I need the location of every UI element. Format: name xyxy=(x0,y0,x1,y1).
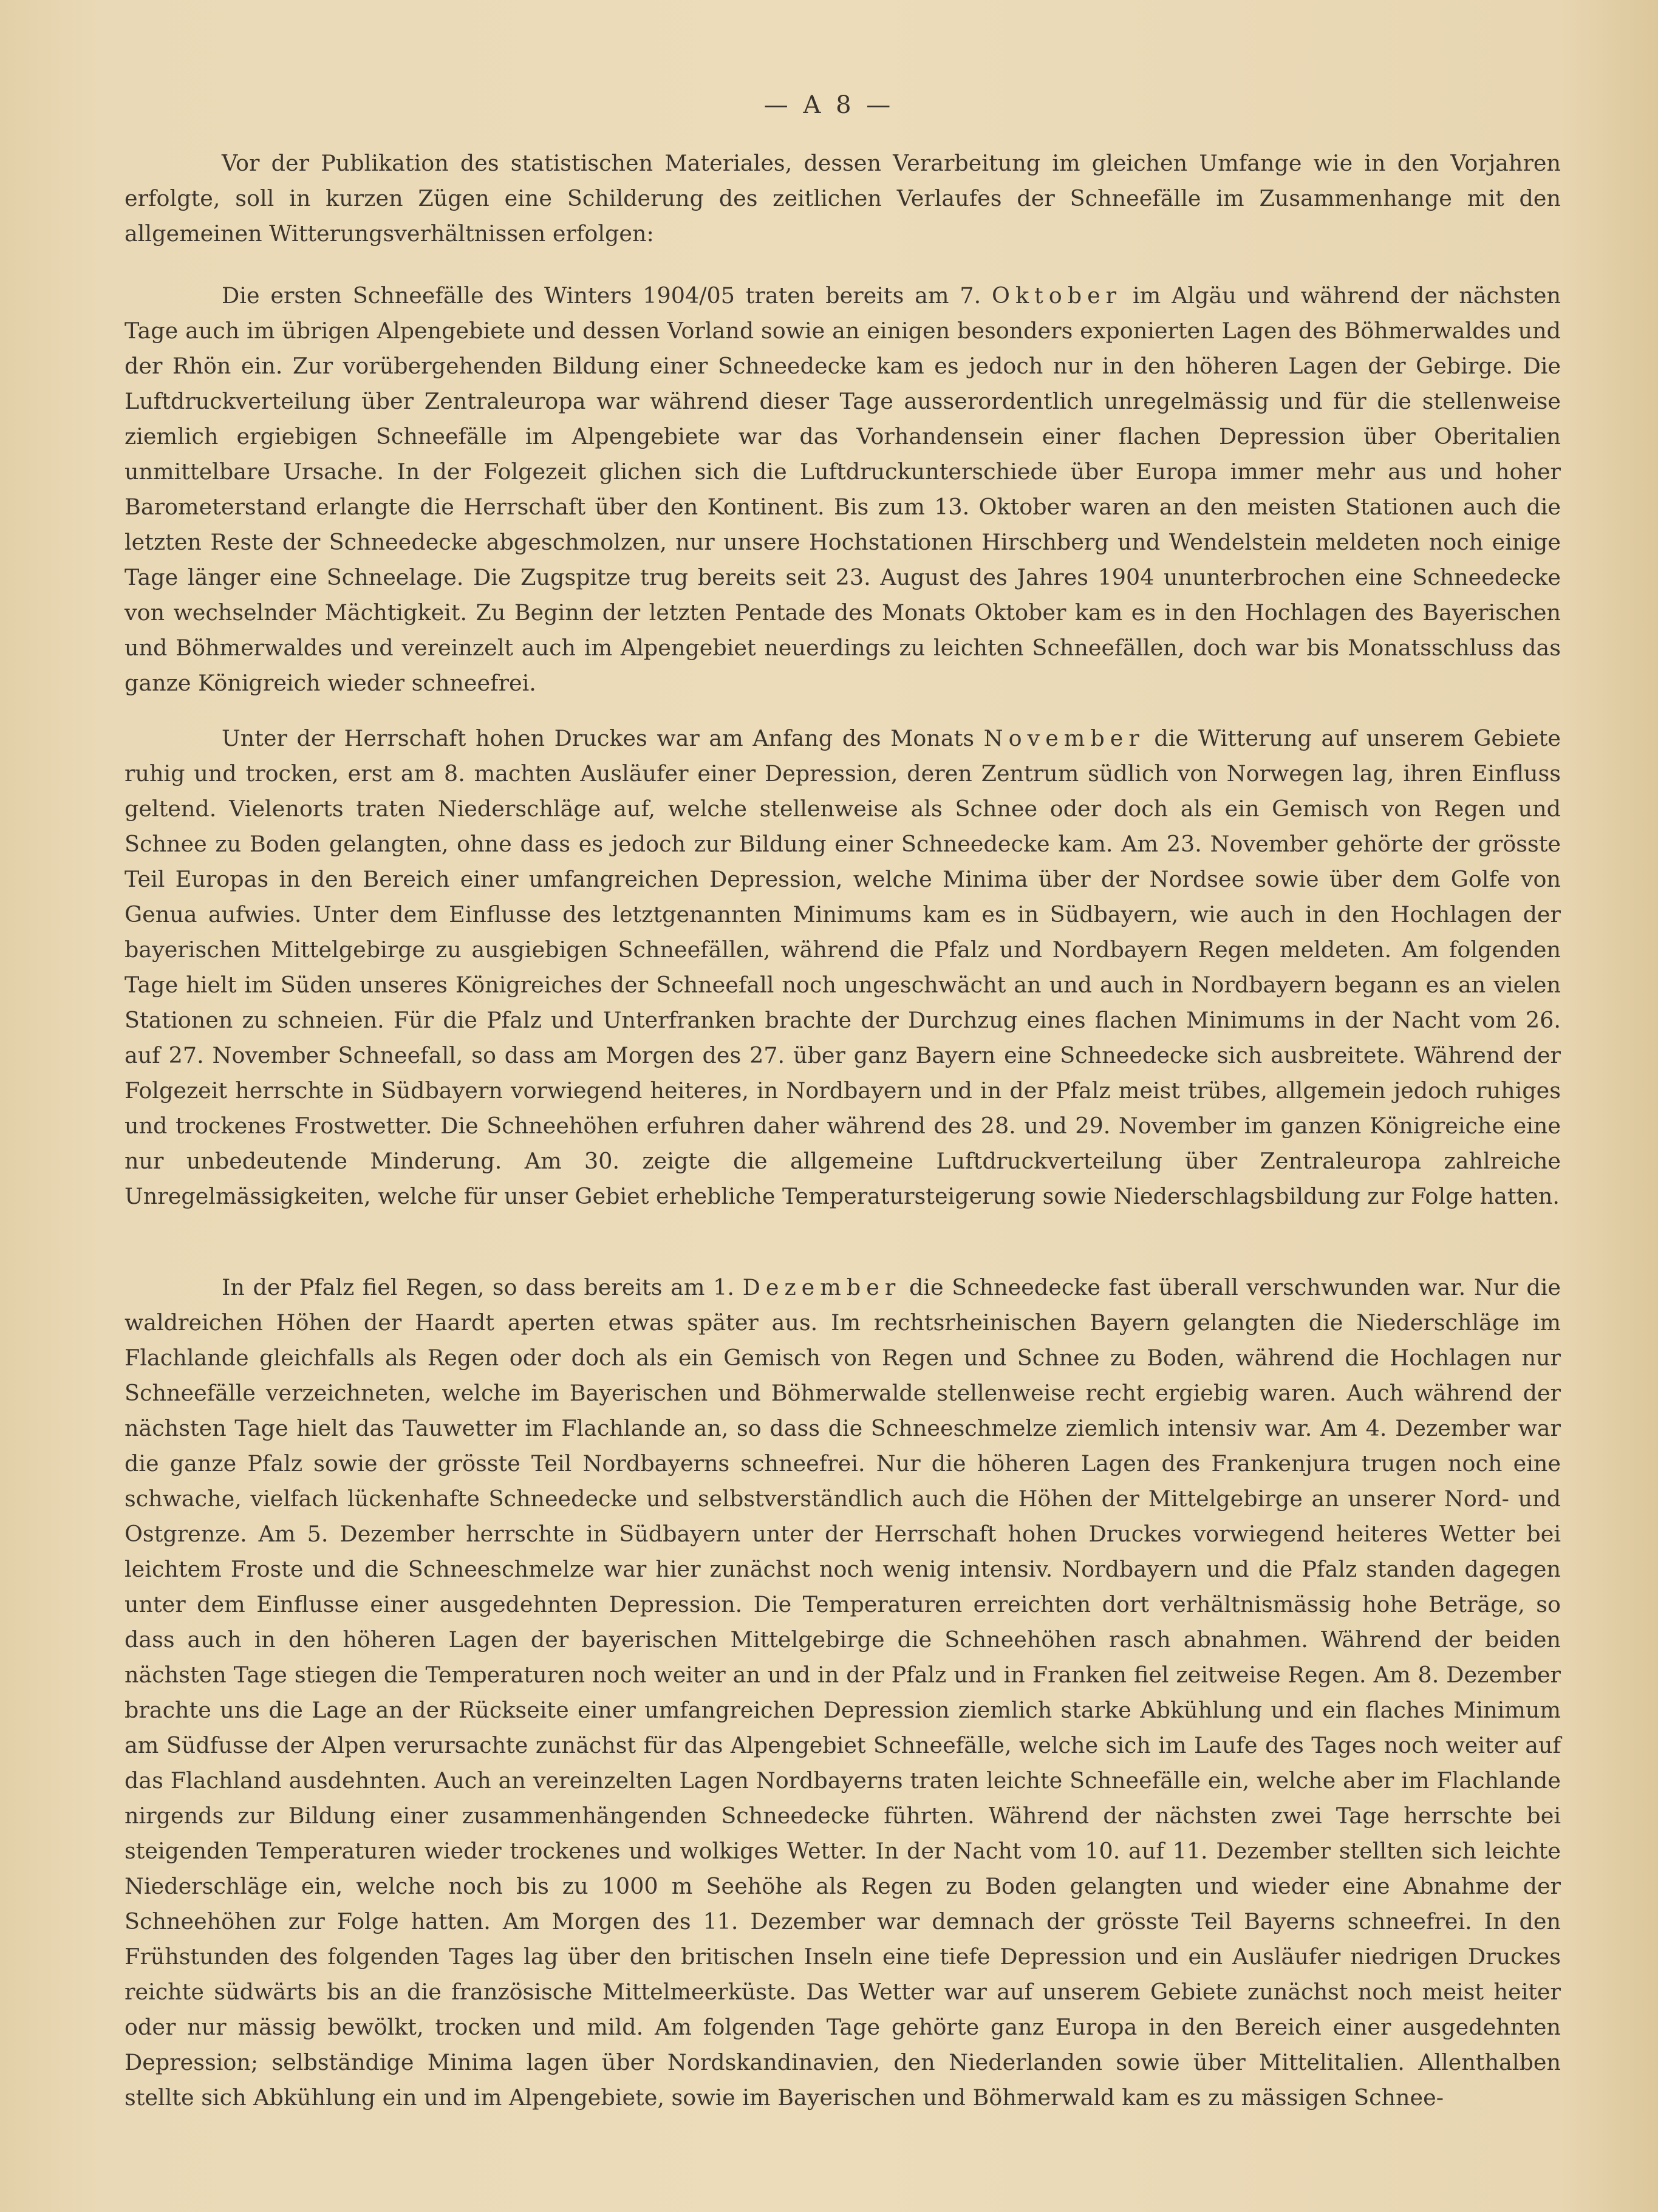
paragraph-text: Vor der Publikation des statistischen Materiales, dessen Verarbeitung im gleichen Umfange wie in den Vorjahren erfolgte, soll in kurzen Zügen eine Schilderung des zeitlichen Verlaufes der Schneefälle im Zusammenhange mit den allgemeinen Witterungsverhältnissen erfolgen: xyxy=(125,150,1561,247)
month-heading-december: Dezember xyxy=(742,1274,901,1300)
paragraph-text-after: im Algäu und während der nächsten Tage auch im übrigen Alpengebiete und dessen Vorland sowie an einigen besonders exponierten Lagen des Böhmerwaldes und der Rhön ein. Zur vorübergehenden Bildung einer Schneedecke kam es jedoch nur in den höheren Lagen der Gebirge. Die Luftdruckverteilung über Zentraleuropa war während dieser Tage ausserordentlich unregelmässig und für die stellenweise ziemlich ergiebigen Schneefälle im Alpengebiete war das Vorhandensein einer flachen Depression über Oberitalien unmittelbare Ursache. In der Folgezeit glichen sich die Luftdruckunterschiede über Europa immer mehr aus und hoher Barometerstand erlangte die Herrschaft über den Kontinent. Bis zum 13. Oktober waren an den meisten Stationen auch die letzten Reste der Schneedecke abgeschmolzen, nur unsere Hochstationen Hirschberg und Wendelstein meldeten noch einige Tage länger eine Schneelage. Die Zugspitze trug bereits seit 23. August des Jahres 1904 ununterbrochen eine Schneedecke von wechselnder Mächtigkeit. Zu Beginn der letzten Pentade des Monats Oktober kam es in den Hochlagen des Bayerischen und Böhmerwaldes und vereinzelt auch im Alpengebiet neuerdings zu leichten Schneefällen, doch war bis Monatsschluss das ganze Königreich wieder schneefrei. xyxy=(125,282,1561,696)
paragraph-text-before: In der Pfalz fiel Regen, so dass bereits am 1. xyxy=(222,1274,734,1300)
paragraph-text-after: die Witterung auf unserem Gebiete ruhig und trocken, erst am 8. machten Ausläufer einer Depression, deren Zentrum südlich von Norwegen lag, ihren Einfluss geltend. Vielenorts traten Niederschläge auf, welche stellenweise als Schnee oder doch als ein Gemisch von Regen und Schnee zu Boden gelangten, ohne dass es jedoch zur Bildung einer Schneedecke kam. Am 23. November gehörte der grösste Teil Europas in den Bereich einer umfangreichen Depression, welche Minima über der Nordsee sowie über dem Golfe von Genua aufwies. Unter dem Einflusse des letztgenannten Minimums kam es in Südbayern, wie auch in den Hochlagen der bayerischen Mittelgebirge zu ausgiebigen Schneefällen, während die Pfalz und Nordbayern Regen meldeten. Am folgenden Tage hielt im Süden unseres Königreiches der Schneefall noch ungeschwächt an und auch in Nordbayern begann es an vielen Stationen zu schneien. Für die Pfalz und Unterfranken brachte der Durchzug eines flachen Minimums in der Nacht vom 26. auf 27. November Schneefall, so dass am Morgen des 27. über ganz Bayern eine Schneedecke sich ausbreitete. Während der Folgezeit herrschte in Südbayern vorwiegend heiteres, in Nordbayern und in der Pfalz meist trübes, allgemein jedoch ruhiges und trockenes Frostwetter. Die Schneehöhen erfuhren daher während des 28. und 29. November im ganzen Königreiche eine nur unbedeutende Minderung. Am 30. zeigte die allgemeine Luftdruckverteilung über Zentraleuropa zahlreiche Unregelmässigkeiten, welche für unser Gebiet erhebliche Temperatursteigerung sowie Niederschlagsbildung zur Folge hatten. xyxy=(125,725,1561,1209)
paragraph-november xyxy=(125,721,1561,1214)
paragraph-december xyxy=(125,1270,1561,2115)
paragraph-text-before: Unter der Herrschaft hohen Druckes war am Anfang des Monats xyxy=(222,725,975,751)
page-number: — A 8 — xyxy=(763,91,895,119)
month-heading-november: November xyxy=(983,725,1145,751)
paragraph-text-before: Die ersten Schneefälle des Winters 1904/05 traten bereits am 7. xyxy=(222,282,981,309)
paragraph-text-after: die Schneedecke fast überall verschwunden war. Nur die waldreichen Höhen der Haardt aperten etwas später aus. Im rechtsrheinischen Bayern gelangten die Niederschläge im Flachlande gleichfalls als Regen oder doch als ein Gemisch von Regen und Schnee zu Boden, während die Hochlagen nur Schneefälle verzeichneten, welche im Bayerischen und Böhmerwalde stellenweise recht ergiebig waren. Auch während der nächsten Tage hielt das Tauwetter im Flachlande an, so dass die Schneeschmelze ziemlich intensiv war. Am 4. Dezember war die ganze Pfalz sowie der grösste Teil Nordbayerns schneefrei. Nur die höheren Lagen des Frankenjura trugen noch eine schwache, vielfach lückenhafte Schneedecke und selbstverständlich auch die Höhen der Mittelgebirge an unserer Nord- und Ostgrenze. Am 5. Dezember herrschte in Südbayern unter der Herrschaft hohen Druckes vorwiegend heiteres Wetter bei leichtem Froste und die Schneeschmelze war hier zunächst noch wenig intensiv. Nordbayern und die Pfalz standen dagegen unter dem Einflusse einer ausgedehnten Depression. Die Temperaturen erreichten dort verhältnismässig hohe Beträge, so dass auch in den höheren Lagen der bayerischen Mittelgebirge die Schneehöhen rasch abnahmen. Während der beiden nächsten Tage stiegen die Temperaturen noch weiter an und in der Pfalz und in Franken fiel zeitweise Regen. Am 8. Dezember brachte uns die Lage an der Rückseite einer umfangreichen Depression ziemlich starke Abkühlung und ein flaches Minimum am Südfusse der Alpen verursachte zunächst für das Alpengebiet Schneefälle, welche sich im Laufe des Tages noch weiter auf das Flachland ausdehnten. Auch an vereinzelten Lagen Nordbayerns traten leichte Schneefälle ein, welche aber im Flachlande nirgends zur Bildung einer zusammenhängenden Schneedecke führten. Während der nächsten zwei Tage herrschte bei steigenden Temperaturen wieder trockenes und wolkiges Wetter. In der Nacht vom 10. auf 11. Dezember stellten sich leichte Niederschläge ein, welche noch bis zu 1000 m Seehöhe als Regen zu Boden gelangten und wieder eine Abnahme der Schneehöhen zur Folge hatten. Am Morgen des 11. Dezember war demnach der grösste Teil Bayerns schneefrei. In den Frühstunden des folgenden Tages lag über den britischen Inseln eine tiefe Depression und ein Ausläufer niedrigen Druckes reichte südwärts bis an die französische Mittelmeerküste. Das Wetter war auf unserem Gebiete zunächst noch meist heiter oder nur mässig bewölkt, trocken und mild. Am folgenden Tage gehörte ganz Europa in den Bereich einer ausgedehnten Depression; selbständige Minima lagen über Nordskandinavien, den Niederlanden sowie über Mittelitalien. Allenthalben stellte sich Abkühlung ein und im Alpengebiete, sowie im Bayerischen und Böhmerwald kam es zu mässigen Schnee- xyxy=(125,1274,1561,2111)
month-heading-october: Oktober xyxy=(992,282,1122,309)
paragraph-october xyxy=(125,278,1561,701)
paragraph-introduction xyxy=(125,146,1561,251)
